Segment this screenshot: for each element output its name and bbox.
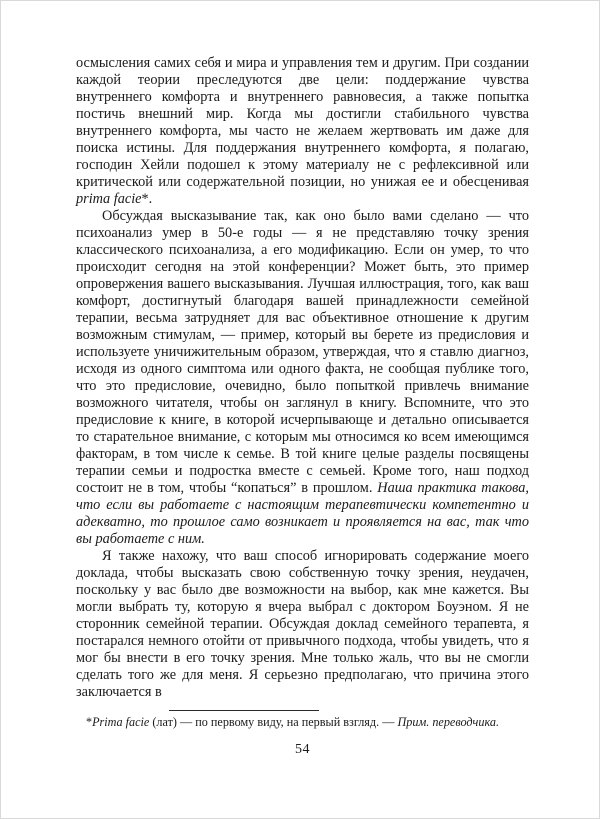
text-segment: *.: [141, 191, 153, 207]
italic-text-segment: Наша практика такова, что если вы работаете с настоящим терапевтически компетентно и адекватно, то прошлое само возникает и проявляется на вас, так что вы работаете с ним.: [76, 480, 529, 547]
footnote-divider: [169, 710, 319, 711]
paragraph: [76, 55, 529, 208]
paragraph: [76, 548, 529, 701]
text-segment: осмысления самих себя и мира и управления тем и другим. При создании каждой теории преследуются две цели: поддержание чувства внутреннего комфорта и внутреннего равновесия, а также попытка постичь внешний мир. Когда мы достигли стабильного чувства внутреннего комфорта, мы часто не желаем жертвовать им даже для поиска истины. Для поддержания внутреннего комфорта, я полагаю, господин Хейли подошел к этому материалу не с рефлексивной или критической или содержательной позиции, но унижая ее и обесценивая: [76, 55, 529, 190]
footnote-area: [76, 710, 529, 730]
text-segment: *: [86, 715, 93, 729]
text-segment: Я также нахожу, что ваш способ игнорировать содержание моего доклада, чтобы высказать свою собственную точку зрения, неудачен, поскольку у вас было две возможности на выбор, как мне кажется. Вы могли выбрать ту, которую я вчера выбрал с доктором Боуэном. Я не сторонник семейной терапии. Обсуждая доклад семейного терапевта, я постарался немного отойти от привычного подхода, чтобы увидеть, что я мог бы внести в его точку зрения. Мне только жаль, что вы не смогли сделать того же для меня. Я серьезно предполагаю, что причина этого заключается в: [76, 548, 529, 700]
text-block: [76, 55, 529, 701]
page-number: 54: [295, 742, 310, 757]
text-segment: Обсуждая высказывание так, как оно было вами сделано — что психоанализ умер в 50-е годы — я не представляю точку зрения классического психоанализа, а его модификацию. Если он умер, то что происходит сегодня на этой конференции? Может быть, это пример опровержения вашего высказывания. Лучшая иллюстрация, того, как ваш комфорт, достигнутый благодаря вашей принадлежности семейной терапии, весьма затрудняет для вас объективное отношение к другим возможным стимулам, — пример, который вы берете из предисловия и используете уничижительным образом, утверждая, что я ставлю диагноз, исходя из одного симптома или одного факта, не сообщая публике того, что это предисловие, очевидно, было попыткой привлечь внимание возможного читателя, чтобы он заглянул в книгу. Вспомните, что это предисловие к книге, в которой исчерпывающе и детально описывается то старательное внимание, с которым мы относимся ко всем имеющимся факторам, в том числе к семье. В той книге целые разделы посвящены терапии семьи и подростка вместе с семьей. Кроме того, наш подход состоит не в том, чтобы “копаться” в прошлом.: [76, 208, 529, 496]
footnote-text: [76, 715, 529, 730]
paragraph: [76, 208, 529, 548]
italic-text-segment: prima facie: [76, 191, 142, 207]
text-segment: (лат) — по первому виду, на первый взгляд. —: [149, 715, 398, 729]
italic-text-segment: Прим. переводчика.: [397, 715, 499, 729]
italic-text-segment: Prima facie: [92, 715, 150, 729]
